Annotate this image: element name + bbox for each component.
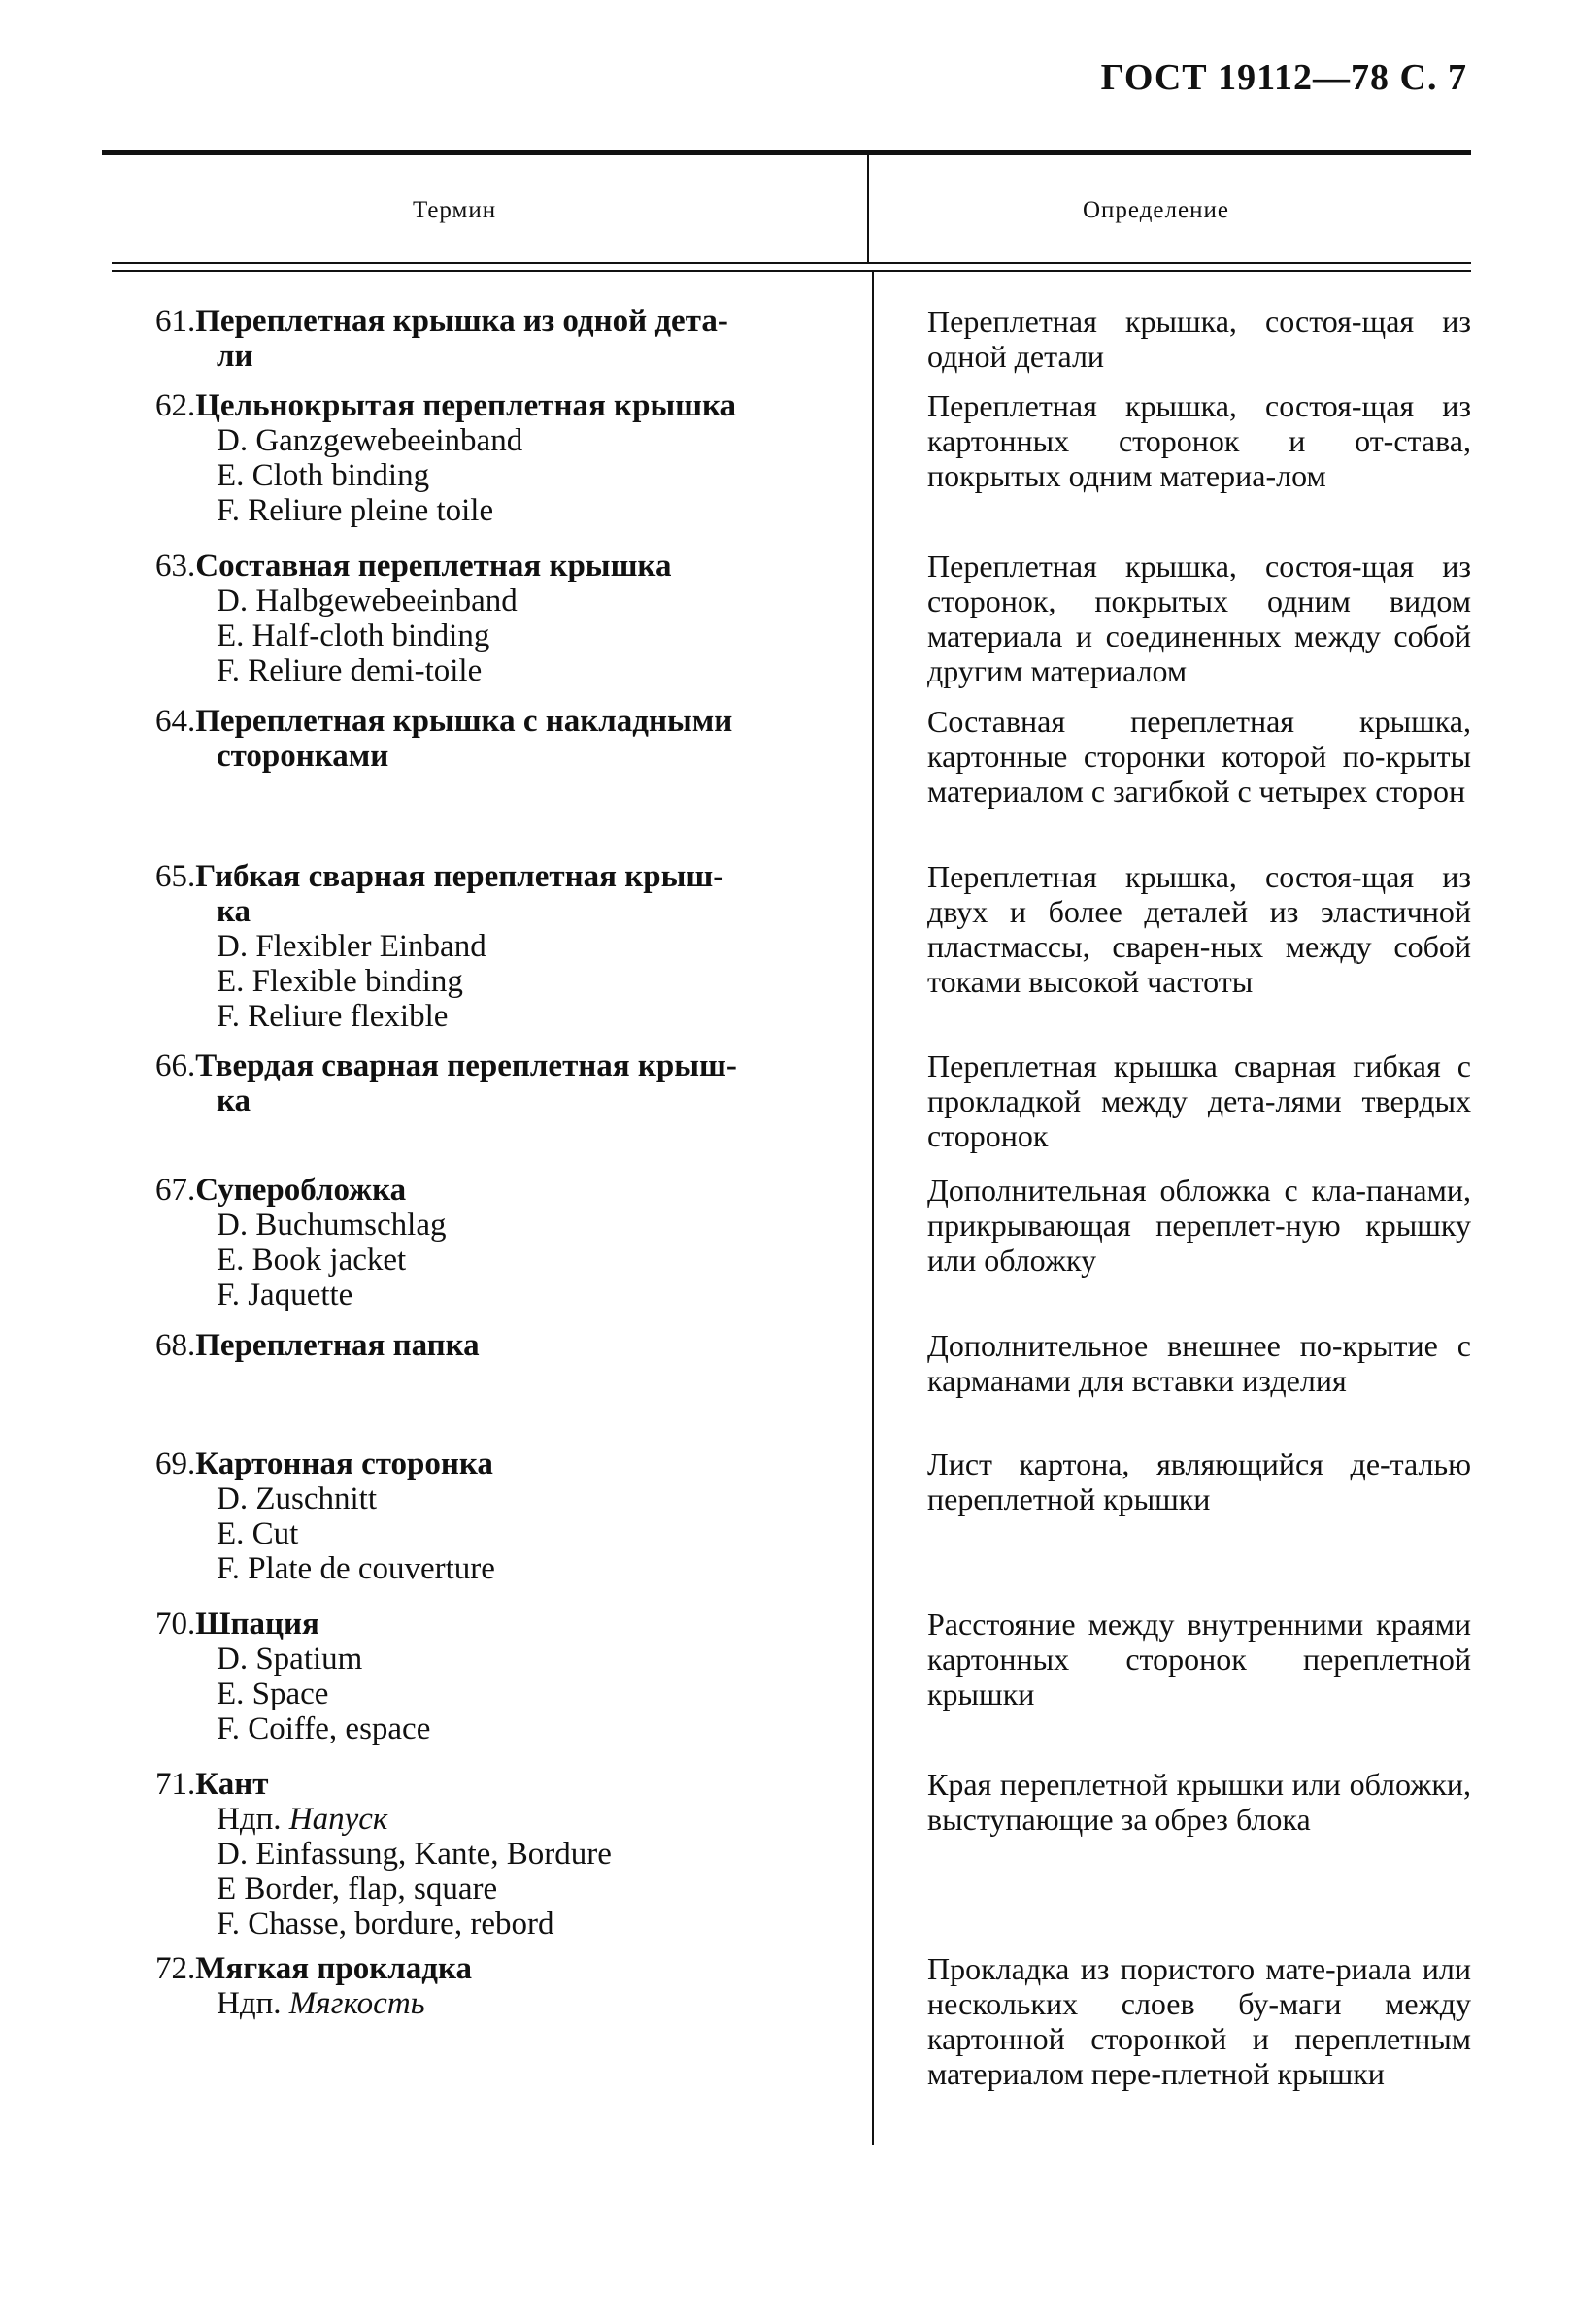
- term-name: Переплетная крышка из одной дета-: [195, 304, 728, 339]
- term-russian: [155, 1767, 854, 1802]
- term-name-continued: ли: [217, 339, 253, 374]
- page-header: ГОСТ 19112—78 С. 7: [1100, 57, 1467, 98]
- header-rule-1: [112, 262, 1471, 264]
- term-cell: [155, 704, 854, 774]
- term-number: 61.: [155, 304, 196, 339]
- header-divider: [867, 155, 869, 262]
- term-cell: [155, 548, 854, 688]
- term-cell: [155, 1446, 854, 1586]
- term-name: Цельнокрытая переплетная крышка: [195, 388, 737, 423]
- term-russian: [155, 859, 854, 894]
- foreign-equivalent: E. Book jacket: [217, 1243, 407, 1278]
- term-russian: [155, 304, 854, 339]
- term-russian: [155, 1328, 854, 1363]
- term-name: Суперобложка: [195, 1173, 407, 1208]
- definition-cell: Составная переплетная крышка, картонные сторонки которой по-крыты материалом с загибкой с четырех сторон: [927, 704, 1471, 809]
- foreign-equivalent: F. Chasse, bordure, rebord: [217, 1907, 554, 1942]
- term-name-continued: сторонками: [217, 739, 389, 774]
- definition-cell: Переплетная крышка, состоя-щая из одной детали: [927, 304, 1471, 374]
- term-number: 65.: [155, 859, 196, 894]
- term-cell: [155, 1767, 854, 1942]
- foreign-equivalent: D. Spatium: [217, 1642, 363, 1677]
- foreign-equivalent: D. Halbgewebeeinband: [217, 583, 518, 618]
- definition-cell: Прокладка из пористого мате-риала или нескольких слоев бу-маги между картонной сторонкой и переплетным материалом пере-плетной крышки: [927, 1951, 1471, 2091]
- term-name: Переплетная крышка с накладными: [195, 704, 733, 739]
- foreign-equivalent: F. Jaquette: [217, 1278, 353, 1312]
- definition-cell: Переплетная крышка, состоя-щая из картонных сторонок и от-става, покрытых одним материа-лом: [927, 388, 1471, 493]
- term-cell: [155, 1328, 854, 1363]
- definition-cell: Переплетная крышка сварная гибкая с прокладкой между дета-лями твердых сторонок: [927, 1048, 1471, 1153]
- foreign-equivalent: F. Reliure pleine toile: [217, 493, 494, 528]
- term-number: 70.: [155, 1607, 196, 1642]
- term-number: 69.: [155, 1446, 196, 1481]
- definition-cell: Расстояние между внутренними краями картонных сторонок переплетной крышки: [927, 1607, 1471, 1711]
- foreign-equivalent: D. Einfassung, Kante, Bordure: [217, 1837, 612, 1872]
- foreign-equivalent: E. Space: [217, 1677, 329, 1711]
- foreign-equivalent: F. Reliure flexible: [217, 999, 449, 1034]
- term-name-continued: ка: [217, 1083, 251, 1118]
- definition-column-header: Определение: [1083, 197, 1229, 223]
- term-name-continued: ка: [217, 894, 251, 929]
- foreign-equivalent: F. Reliure demi-toile: [217, 653, 483, 688]
- term-number: 71.: [155, 1767, 196, 1802]
- foreign-equivalent: D. Ganzgewebeeinband: [217, 423, 523, 458]
- definition-cell: Края переплетной крышки или обложки, выступающие за обрез блока: [927, 1767, 1471, 1837]
- term-name: Картонная сторонка: [195, 1446, 493, 1481]
- term-russian: [155, 1951, 854, 1986]
- term-russian: [155, 1173, 854, 1208]
- foreign-equivalent: F. Plate de couverture: [217, 1551, 495, 1586]
- foreign-equivalent: E. Cloth binding: [217, 458, 430, 493]
- definition-cell: Дополнительная обложка с кла-панами, прикрывающая переплет-ную крышку или обложку: [927, 1173, 1471, 1278]
- term-cell: [155, 304, 854, 374]
- foreign-equivalent: D. Zuschnitt: [217, 1481, 377, 1516]
- not-allowed-synonym: Ндп. Напуск: [217, 1802, 388, 1837]
- foreign-equivalent: E. Half-cloth binding: [217, 618, 490, 653]
- term-number: 66.: [155, 1048, 196, 1083]
- foreign-equivalent: D. Flexibler Einband: [217, 929, 486, 964]
- foreign-equivalent: E. Flexible binding: [217, 964, 463, 999]
- term-cell: [155, 1048, 854, 1118]
- term-number: 68.: [155, 1328, 196, 1363]
- term-russian: [155, 1607, 854, 1642]
- term-russian: [155, 388, 854, 423]
- term-russian: [155, 704, 854, 739]
- term-cell: [155, 388, 854, 528]
- not-allowed-synonym: Ндп. Мягкость: [217, 1986, 425, 2021]
- term-cell: [155, 1951, 854, 2021]
- term-cell: [155, 1607, 854, 1746]
- term-russian: [155, 1446, 854, 1481]
- header-rule-2: [112, 270, 1471, 272]
- term-name: Кант: [195, 1767, 269, 1802]
- term-column-header: Термин: [413, 197, 497, 223]
- term-name: Переплетная папка: [195, 1328, 480, 1363]
- term-number: 67.: [155, 1173, 196, 1208]
- term-name: Шпация: [195, 1607, 319, 1642]
- top-rule: [102, 150, 1471, 155]
- foreign-equivalent: E Border, flap, square: [217, 1872, 498, 1907]
- term-name: Составная переплетная крышка: [195, 548, 672, 583]
- term-number: 72.: [155, 1951, 196, 1986]
- definition-cell: Переплетная крышка, состоя-щая из сторонок, покрытых одним видом материала и соединенных между собой другим материалом: [927, 548, 1471, 688]
- foreign-equivalent: F. Coiffe, espace: [217, 1711, 431, 1746]
- term-number: 64.: [155, 704, 196, 739]
- term-russian: [155, 1048, 854, 1083]
- term-name: Мягкая прокладка: [195, 1951, 472, 1986]
- foreign-equivalent: D. Buchumschlag: [217, 1208, 447, 1243]
- term-name: Гибкая сварная переплетная крыш-: [195, 859, 724, 894]
- term-cell: [155, 859, 854, 1034]
- term-number: 63.: [155, 548, 196, 583]
- definition-cell: Переплетная крышка, состоя-щая из двух и более деталей из эластичной пластмассы, сварен-ных между собой токами высокой частоты: [927, 859, 1471, 999]
- term-number: 62.: [155, 388, 196, 423]
- term-cell: [155, 1173, 854, 1312]
- definition-cell: Лист картона, являющийся де-талью переплетной крышки: [927, 1446, 1471, 1516]
- term-name: Твердая сварная переплетная крыш-: [195, 1048, 737, 1083]
- definition-cell: Дополнительное внешнее по-крытие с карманами для вставки изделия: [927, 1328, 1471, 1398]
- column-divider: [872, 272, 874, 2145]
- term-russian: [155, 548, 854, 583]
- foreign-equivalent: E. Cut: [217, 1516, 299, 1551]
